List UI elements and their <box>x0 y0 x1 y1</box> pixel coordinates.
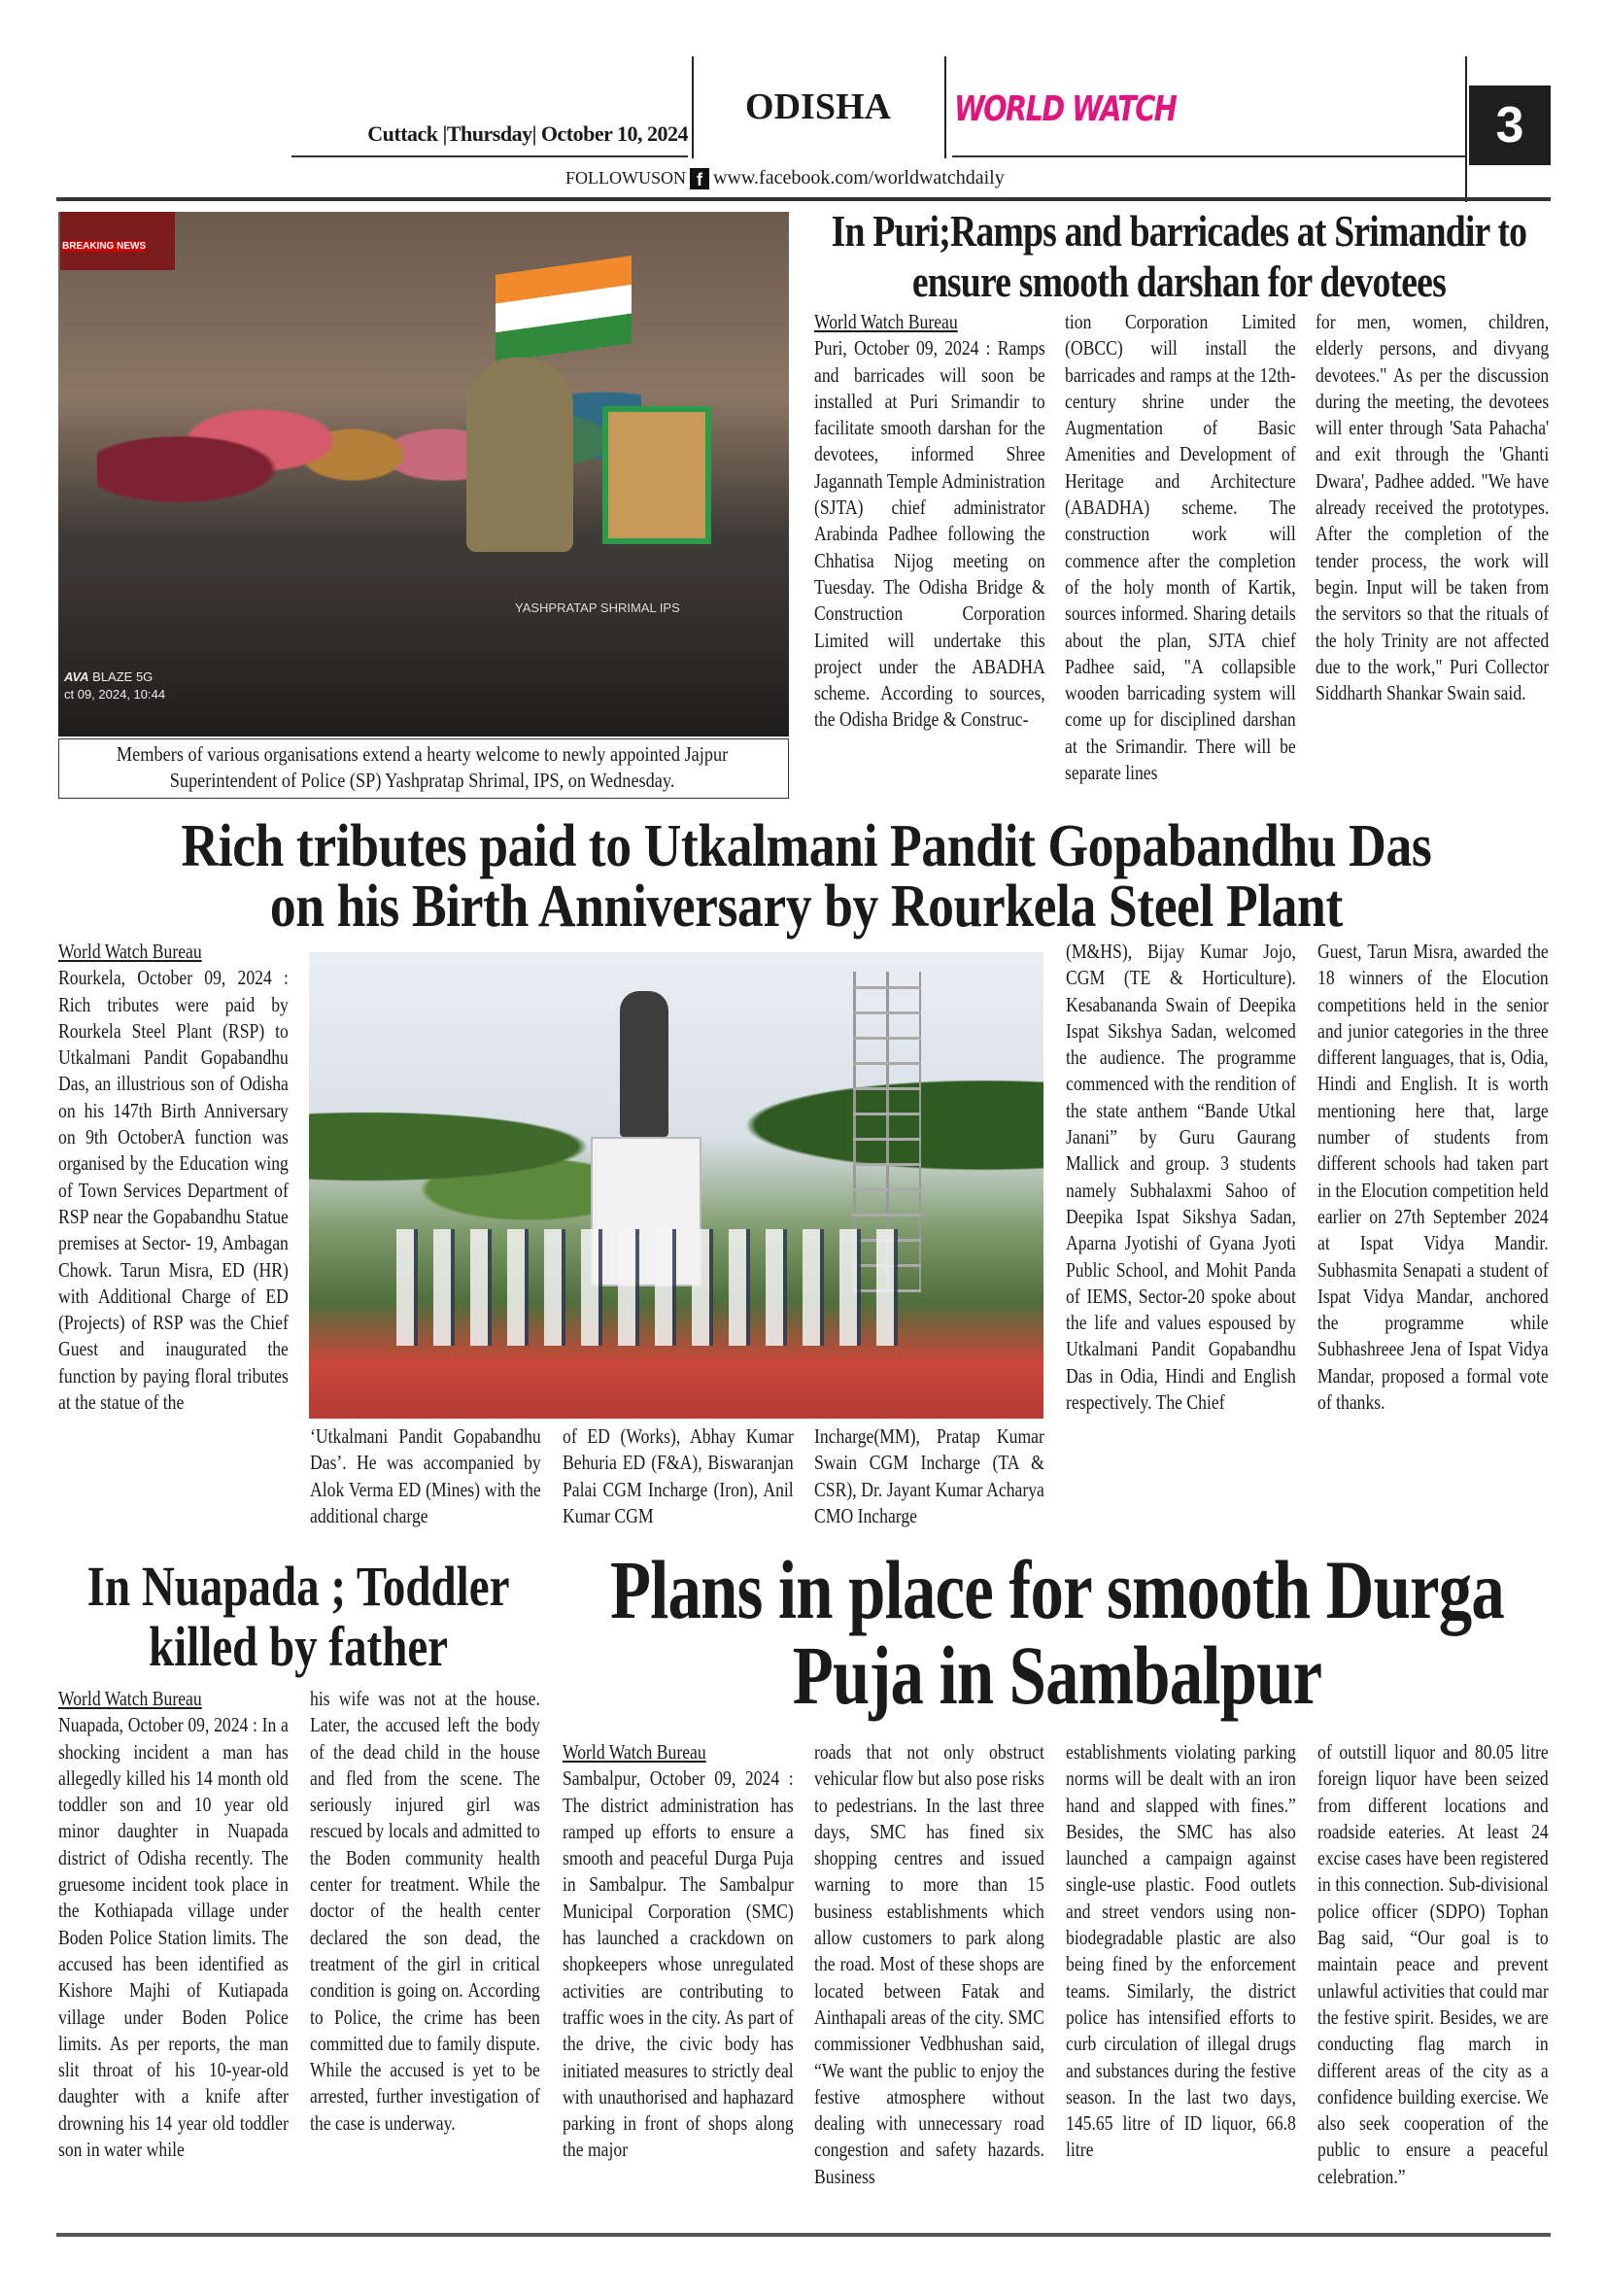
photo-sp-welcome <box>58 212 789 737</box>
rourkela-column-1 <box>58 939 289 1555</box>
article-text: Nuapada, October 09, 2024 : In a shocking incident a man has allegedly killed his 14 month old toddler son and 10 year old minor daughter in Nuapada district of Odisha recently. The gruesome incident took place in the Kothiapada village under Boden Police Station limits. The accused has been identified as Kishore Majhi of Kutiapada village under Boden Police limits. As per reports, the man slit throat of his 10-year-old daughter with a knife after drowning his 14 year old toddler son in water while <box>58 1713 289 2162</box>
headline-line: killed by father <box>149 1615 449 1678</box>
rourkela-headline <box>58 813 1555 940</box>
puri-headline <box>804 206 1554 307</box>
headline-line: Puja in Sambalpur <box>792 1628 1322 1722</box>
article-text: ‘Utkalmani Pandit Gopabandhu Das’. He was accompanied by Alok Verma ED (Mines) with the additional charge <box>310 1424 541 1527</box>
rourkela-column-3 <box>563 1423 794 1556</box>
rourkela-column-4 <box>814 1423 1044 1556</box>
rourkela-column-5 <box>1066 939 1296 1555</box>
headline-line: Rich tributes paid to Utkalmani Pandit Gopabandhu Das <box>181 813 1432 879</box>
framed-picture <box>602 406 711 544</box>
durga-column-1 <box>563 1739 794 2230</box>
article-text: of ED (Works), Abhay Kumar Behuria ED (F&A), Biswaranjan Palai CGM Incharge (Iron), Anil Kumar CGM <box>563 1424 794 1527</box>
article-text: of outstill liquor and 80.05 litre foreign liquor have been seized from different locations and roadside eateries. At least 24 excise cases have been registered in this connection. Sub-divisional police officer (SDPO) Tophan Bag said, “Our goal is to maintain peace and prevent unlawful activities that could mar the festive spirit. Besides, we are conducting flag march in different areas of the city as a confidence building exercise. We also seek cooperation of the public to ensure a peaceful celebration.” <box>1317 1740 1549 2188</box>
page-number-badge <box>1469 86 1551 165</box>
nuapada-column-1 <box>58 1686 289 2230</box>
follow-us-bar <box>565 167 1005 189</box>
section-title: ODISHA <box>745 86 891 127</box>
article-text: Puri, October 09, 2024 : Ramps and barricades will soon be installed at Puri Srimandir to facilitate smooth darshan for the devotees, informed Shree Jagannath Temple Administration (SJTA) chief administrator Arabinda Padhee following the Chhatisa Nijog meeting on Tuesday. The Odisha Bridge & Construction Corporation Limited will undertake this project under the ABADHA scheme. According to sources, the Odisha Bridge & Construc- <box>814 336 1045 732</box>
headline-line: ensure smooth darshan for devotees <box>911 257 1446 306</box>
puri-column-3 <box>1316 309 1549 819</box>
headline-line: In Nuapada ; Toddler <box>86 1555 510 1618</box>
follow-label: FOLLOWUSON <box>565 168 686 188</box>
nameplate: YASHPRATAP SHRIMAL IPS <box>515 600 680 615</box>
article-text: Incharge(MM), Pratap Kumar Swain CGM Incharge (TA & CSR), Dr. Jayant Kumar Acharya CMO Incharge <box>814 1424 1044 1527</box>
officials-group <box>396 1229 902 1346</box>
byline: World Watch Bureau <box>58 940 202 963</box>
article-text: establishments violating parking norms will be dealt with an iron hand and slapped with fines.” Besides, the SMC has also launched a campaign against single-use plastic. Food outlets and street vendors using non-biodegradable plastic are also being fined by the enforcement teams. Similarly, the district police has intensified efforts to curb circulation of illegal drugs and substances during the festive season. In the last two days, 145.65 litre of ID liquor, 66.8 litre <box>1066 1740 1296 2162</box>
facebook-link[interactable]: www.facebook.com/worldwatchdaily <box>713 167 1005 188</box>
header-divider <box>1465 56 1467 202</box>
rourkela-column-2 <box>310 1423 541 1556</box>
officer <box>466 358 573 552</box>
headline-line: on his Birth Anniversary by Rourkela Steel Plant <box>269 874 1343 940</box>
byline: World Watch Bureau <box>563 1740 706 1764</box>
tv-screen <box>60 212 175 270</box>
byline: World Watch Bureau <box>58 1687 202 1710</box>
article-text: tion Corporation Limited (OBCC) will install the barricades and ramps at the 12th-century shrine under the Augmentation of Basic Amenities and Development of Heritage and Architecture (ABADHA) scheme. The construction work will commence after the completion of the holy month of Kartik, sources informed. Sharing details about the plan, SJTA chief Padhee said, "A collapsible wooden barricading system will come up for disciplined darshan at the Srimandir. There will be separate lines <box>1065 310 1296 785</box>
header-divider <box>944 56 946 158</box>
puri-column-1 <box>814 309 1045 819</box>
byline: World Watch Bureau <box>814 310 958 333</box>
puri-column-2 <box>1065 309 1296 819</box>
rourkela-column-6 <box>1317 939 1549 1555</box>
article-text: Sambalpur, October 09, 2024 : The district administration has ramped up efforts to ensure a smooth and peaceful Durga Puja in Sambalpur. The Sambalpur Municipal Corporation (SMC) has launched a crackdown on shopkeepers whose unregulated activities are contributing to traffic woes in the city. As part of the drive, the civic body has initiated measures to strictly deal with unauthorised and haphazard parking in front of shops along the major <box>563 1766 794 2162</box>
page-bottom-rule <box>56 2233 1551 2237</box>
durga-column-4 <box>1317 1739 1549 2230</box>
article-text: Rourkela, October 09, 2024 : Rich tributes were paid by Rourkela Steel Plant (RSP) to Utkalmani Pandit Gopabandhu Das, an illustrious son of Odisha on his 147th Birth Anniversary on 9th OctoberA function was organised by the Education wing of Town Services Department of RSP near the Gopabandhu Statue premises at Sector- 19, Ambagan Chowk. Tarun Misra, ED (HR) with Additional Charge of ED (Projects) of RSP was the Chief Guest and inaugurated the function by paying floral tributes at the statue of the <box>58 966 289 1415</box>
facebook-icon: f <box>690 168 709 189</box>
page-number: 3 <box>1495 97 1524 154</box>
photo-timestamp: ct 09, 2024, 10:44 <box>64 687 166 702</box>
nuapada-headline <box>58 1557 538 1677</box>
headline-line: In Puri;Ramps and barricades at Srimandir to <box>831 206 1527 256</box>
article-text: roads that not only obstruct vehicular flow but also pose risks to pedestrians. In the last three days, SMC has fined six shopping centres and issued warning to more than 15 business establishments which allow customers to park along the road. Most of these shops are located between Fatak and Ainthapali areas of the city. SMC commissioner Vedbhushan said, “We want the public to enjoy the festive atmosphere without dealing with unnecessary road congestion and safety hazards. Business <box>814 1740 1044 2188</box>
statue <box>620 991 668 1137</box>
nuapada-column-2 <box>310 1686 540 2230</box>
article-text: Guest, Tarun Misra, awarded the 18 winners of the Elocution competitions held in the senior and junior categories in the three different languages, that is, Odia, Hindi and English. It is worth mentioning here that, large number of students from different schools had taken part in the Elocution competition held earlier on 27th September 2024 at Ispat Vidya Mandir. Subhasmita Senapati a student of Ispat Vidya Mandar, anchored the programme while Subhashreee Jena of Ispat Vidya Mandar, proposed a formal vote of thanks. <box>1317 940 1549 1415</box>
photo-gopabandhu-statue <box>309 952 1043 1419</box>
masthead-bottom-rule <box>56 197 1551 201</box>
durga-column-2 <box>814 1739 1044 2230</box>
article-text: (M&HS), Bijay Kumar Jojo, CGM (TE & Horticulture). Kesabananda Swain of Deepika Ispat Sikshya Sadan, welcomed the audience. The programme commenced with the rendition of the state anthem “Bande Utkal Janani” by Guru Gaurang Mallick and group. 3 students namely Subhalaxmi Sahoo of Deepika Ispat Sikshya Sadan, Aparna Jyotishi of Gyana Jyoti Public School, and Mohit Panda of IEMS, Sector-20 spoke about the life and values espoused by Utkalmani Pandit Gopabandhu Das in Odia, Hindi and English respectively. The Chief <box>1066 940 1296 1415</box>
headline-line: Plans in place for smooth Durga <box>610 1543 1504 1636</box>
caption-text: Members of various organisations extend a hearty welcome to newly appointed Jajpur Superintendent of Police (SP) Yashpratap Shrimal, IPS, on Wednesday. <box>116 742 729 792</box>
article-text: for men, women, children, elderly persons, and divyang devotees." As per the discussion during the meeting, the devotees will enter through 'Sata Pahacha' and exit through the 'Ghanti Dwara', Padhee added. "We have already received the prototypes. After the completion of the tender process, the work will begin. Input will be taken from the servitors so that the rituals of the holy Trinity are not affected due to the work," Puri Collector Siddharth Shankar Swain said. <box>1316 310 1549 705</box>
durga-column-3 <box>1066 1739 1296 2230</box>
camera-watermark <box>64 668 165 703</box>
dateline: Cuttack |Thursday| October 10, 2024 <box>367 121 688 146</box>
header-divider <box>692 56 694 158</box>
camera-model: BLAZE 5G <box>92 669 154 684</box>
world-watch-logo: WORLD WATCH <box>954 89 1177 129</box>
camera-brand: AVA <box>64 669 89 684</box>
photo-caption <box>58 738 789 799</box>
tv-text: BREAKING NEWS <box>62 241 147 252</box>
article-text: his wife was not at the house. Later, the accused left the body of the dead child in the house and fled from the scene. The seriously injured girl was rescued by locals and admitted to the Boden community health center for treatment. While the doctor of the health center declared the son dead, the treatment of the girl in critical condition is going on. According to Police, the crime has been committed due to family dispute. While the accused is yet to be arrested, further investigation of the case is underway. <box>310 1687 540 2135</box>
durga-headline <box>556 1543 1558 1722</box>
header-rule-left <box>291 155 688 157</box>
header-rule-right <box>952 155 1465 157</box>
